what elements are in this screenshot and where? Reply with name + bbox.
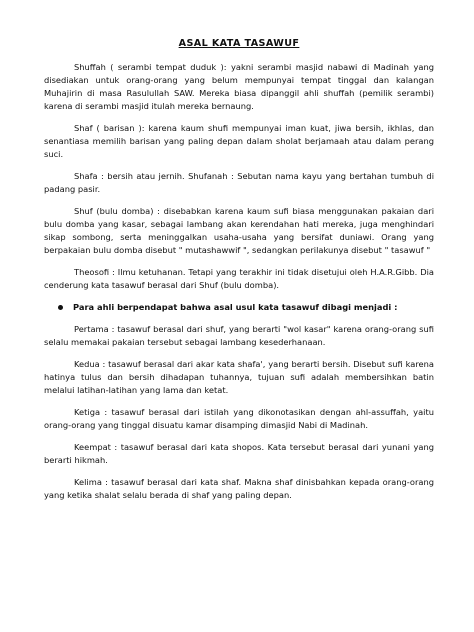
bullet-heading-text: Para ahli berpendapat bahwa asal usul kata tasawuf dibagi menjadi : [73,302,398,312]
paragraph-kedua: Kedua : tasawuf berasal dari akar kata shafa', yang berarti bersih. Disebut sufi karena hatinya tulus dan bersih dihadapan tuhannya, tujuan sufi adalah membersihkan batin melalui latihan-latihan yang lama dan ketat. [44,359,434,395]
bullet-heading [44,301,434,314]
paragraph-shaf: Shaf ( barisan ): karena kaum shufi mempunyai iman kuat, jiwa bersih, ikhlas, dan senantiasa memilih barisan yang paling depan dalam sholat berjamaah atau dalam perang suci. [44,123,434,159]
paragraph-theosofi: Theosofi : Ilmu ketuhanan. Tetapi yang terakhir ini tidak disetujui oleh H.A.R.Gibb. Dia cenderung kata tasawuf berasal dari Shuf (bulu domba). [44,267,434,290]
paragraph-pertama: Pertama : tasawuf berasal dari shuf, yang berarti "wol kasar" karena orang-orang sufi selalu memakai pakaian tersebut sebagai lambang kesederhanaan. [44,324,434,347]
paragraph-ketiga: Ketiga : tasawuf berasal dari istilah yang dikonotasikan dengan ahl-assuffah, yaitu orang-orang yang tinggal disuatu kamar disamping dimasjid Nabi di Madinah. [44,407,434,430]
paragraph-shuffah: Shuffah ( serambi tempat duduk ): yakni serambi masjid nabawi di Madinah yang disediakan untuk orang-orang yang belum mempunyai tempat tinggal dan kalangan Muhajirin di masa Rasulullah SAW. Mereka biasa dipanggil ahli shuffah (pemilik serambi) karena di serambi masjid itulah mereka bernaung. [44,62,434,111]
bullet-dot-icon [58,305,63,310]
document-title: ASAL KATA TASAWUF [178,38,300,49]
paragraph-shuf: Shuf (bulu domba) : disebabkan karena kaum sufi biasa menggunakan pakaian dari bulu domba yang kasar, sebagai lambang akan kerendahan hati mereka, juga menghindari sikap sombong, serta meninggalkan usaha-usaha yang bersifat duniawi. Orang yang berpakaian bulu domba disebut " mutashawwif ", sedangkan perilakunya disebut " tasawuf " [44,206,434,255]
paragraph-shafa: Shafa : bersih atau jernih. Shufanah : Sebutan nama kayu yang bertahan tumbuh di padang pasir. [44,171,434,194]
paragraph-kelima: Kelima : tasawuf berasal dari kata shaf. Makna shaf dinisbahkan kepada orang-orang yang ketika shalat selalu berada di shaf yang paling depan. [44,477,434,500]
paragraph-keempat: Keempat : tasawuf berasal dari kata shopos. Kata tersebut berasal dari yunani yang berarti hikmah. [44,442,434,465]
